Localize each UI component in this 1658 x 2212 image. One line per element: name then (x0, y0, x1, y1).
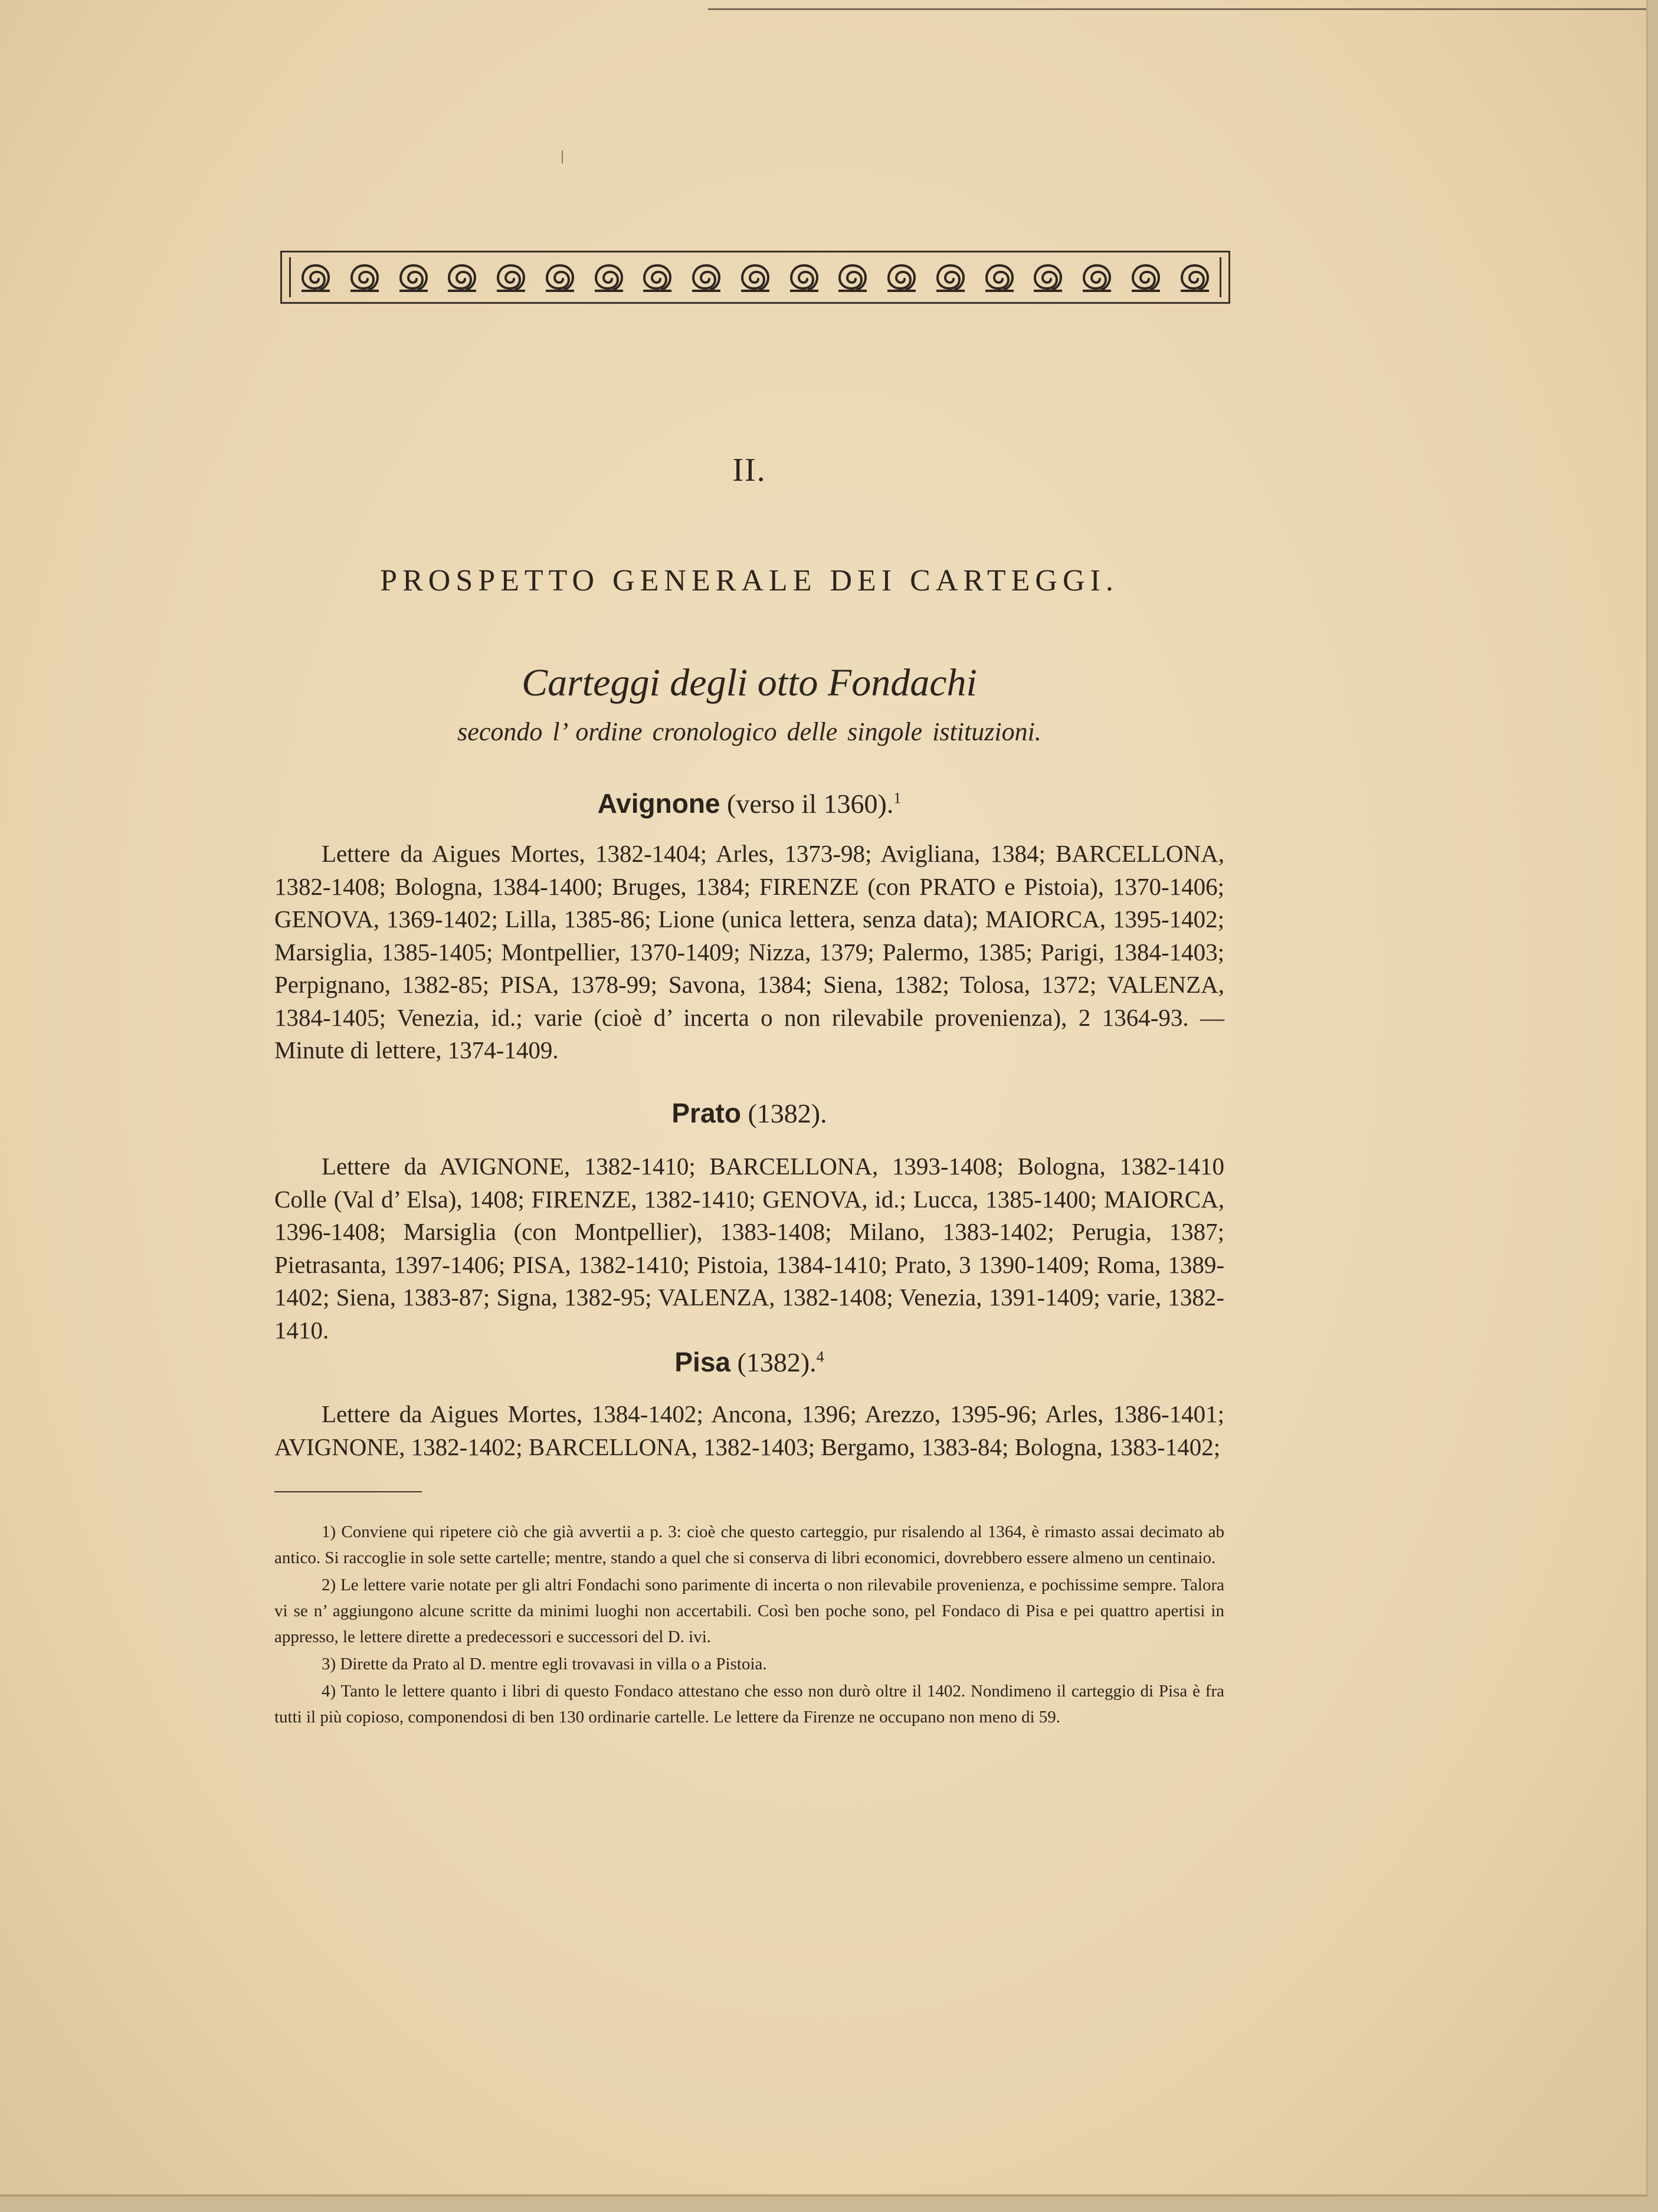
footnote-text: Le lettere varie notate per gli altri Fondachi sono parimente di incerta o non rilevabile provenienza, e pochissime sempre. Talora vi se n’ aggiungono alcune scritte da minimi luoghi non accertabili. Così ben poche sono, pel Fondaco di Pisa e pei quattro apertisi in appresso, le lettere dirette a predecessori e successori del D. ivi. (274, 1576, 1224, 1646)
paragraph-text: Lettere da Aigues Mortes, 1384-1402; Ancona, 1396; Arezzo, 1395-96; Arles, 1386-1401; AVIGNONE, 1382-1402; BARCELLONA, 1382-1403; Bergamo, 1383-84; Bologna, 1383-1402; (274, 1400, 1224, 1461)
scroll-ornament-icon (347, 260, 382, 295)
heading-pisa (274, 1346, 1224, 1378)
footnote-text: Conviene qui ripetere ciò che già avvertii a p. 3: cioè che questo carteggio, pur risalendo al 1364, è rimasto assai decimato ab antico. Si raccoglie in sole sette cartelle; mentre, stando a quel che si conserva di libri economici, dovrebbero essere almeno un centinaio. (274, 1522, 1225, 1567)
footnote-1 (274, 1519, 1224, 1571)
section-subtitle: Carteggi degli otto Fondachi (522, 661, 977, 704)
footnote-number: 1) (322, 1522, 336, 1541)
scroll-ornament-icon (689, 260, 724, 295)
footnote-number: 2) (322, 1576, 336, 1594)
chapter-title: PROSPETTO GENERALE DEI CARTEGGI. (380, 564, 1119, 598)
heading-name: Prato (671, 1098, 741, 1128)
scroll-ornament-icon (1177, 260, 1213, 295)
scroll-ornament-icon (1030, 260, 1066, 295)
page-top-edge (708, 0, 1646, 10)
heading-prato (274, 1097, 1224, 1129)
footnote-text: Dirette da Prato al D. mentre egli trovavasi in villa o a Pistoia. (340, 1655, 767, 1673)
scroll-ornament-icon (493, 260, 529, 295)
scroll-ornament-icon (640, 260, 675, 295)
scroll-ornament-icon (787, 260, 822, 295)
scroll-ornament-icon (298, 260, 333, 295)
scroll-ornament-icon (884, 260, 919, 295)
paragraph-text: Lettere da Aigues Mortes, 1382-1404; Arles, 1373-98; Avigliana, 1384; BARCELLONA, 1382-1408; Bologna, 1384-1400; Bruges, 1384; FIRENZE (con PRATO e Pistoia), 1370-1406; GENOVA, 1369-1402; Lilla, 1385-86; Lione (unica lettera, senza data); MAIORCA, 1395-1402; Marsiglia, 1385-1405; Montpellier, 1370-1409; Nizza, 1379; Palermo, 1385; Parigi, 1384-1403; Perpignano, 1382-85; PISA, 1378-99; Savona, 1384; Siena, 1382; Tolosa, 1372; VALENZA, 1384-1405; Venezia, id.; varie (cioè d’ incerta o non rilevabile provenienza), 2 1364-93. — Minute di lettere, 1374-1409. (274, 840, 1224, 1064)
heading-name: Avignone (597, 788, 720, 819)
chapter-number: II. (732, 452, 766, 488)
heading-date: (verso il 1360). (720, 789, 894, 819)
ornament-row (289, 257, 1221, 297)
heading-avignone (274, 787, 1224, 819)
heading-date: (1382). (730, 1347, 817, 1377)
footnote-number: 4) (322, 1682, 336, 1701)
footnote-2 (274, 1572, 1224, 1650)
paragraph-prato (274, 1150, 1224, 1347)
footnote-3 (274, 1651, 1224, 1677)
footnote-rule (274, 1491, 422, 1492)
scroll-ornament-icon (591, 260, 627, 295)
scroll-ornament-icon (396, 260, 431, 295)
ornamental-border (280, 251, 1230, 304)
scroll-ornament-icon (444, 260, 480, 295)
footnotes (274, 1519, 1224, 1731)
paragraph-pisa (274, 1398, 1224, 1463)
scroll-ornament-icon (1079, 260, 1115, 295)
section-subsubtitle: secondo l’ ordine cronologico delle singole istituzioni. (457, 717, 1041, 746)
footnote-number: 3) (322, 1655, 336, 1673)
paragraph-avignone (274, 838, 1224, 1067)
scroll-ornament-icon (933, 260, 968, 295)
scroll-ornament-icon (835, 260, 870, 295)
heading-name: Pisa (674, 1347, 730, 1377)
heading-date: (1382). (740, 1098, 827, 1128)
footnote-ref: 4 (816, 1348, 824, 1366)
footnote-text: Tanto le lettere quanto i libri di questo Fondaco attestano che esso non durò oltre il 1402. Nondimeno il carteggio di Pisa è fra tutti il più copioso, componendosi di ben 130 ordinarie cartelle. Le lettere da Firenze ne occupano non meno di 59. (274, 1682, 1224, 1727)
footnote-4 (274, 1678, 1224, 1730)
scroll-ornament-icon (982, 260, 1017, 295)
paper-mark (562, 150, 563, 163)
paragraph-text: Lettere da AVIGNONE, 1382-1410; BARCELLONA, 1393-1408; Bologna, 1382-1410 Colle (Val d’ Elsa), 1408; FIRENZE, 1382-1410; GENOVA, id.; Lucca, 1385-1400; MAIORCA, 1396-1408; Marsiglia (con Montpellier), 1383-1408; Milano, 1383-1402; Perugia, 1387; Pietrasanta, 1397-1406; PISA, 1382-1410; Pistoia, 1384-1410; Prato, 3 1390-1409; Roma, 1389-1402; Siena, 1383-87; Signa, 1382-95; VALENZA, 1382-1408; Venezia, 1391-1409; varie, 1382-1410. (274, 1153, 1224, 1344)
scroll-ornament-icon (542, 260, 578, 295)
footnote-ref: 1 (893, 789, 902, 807)
scroll-ornament-icon (1128, 260, 1164, 295)
scroll-ornament-icon (738, 260, 773, 295)
